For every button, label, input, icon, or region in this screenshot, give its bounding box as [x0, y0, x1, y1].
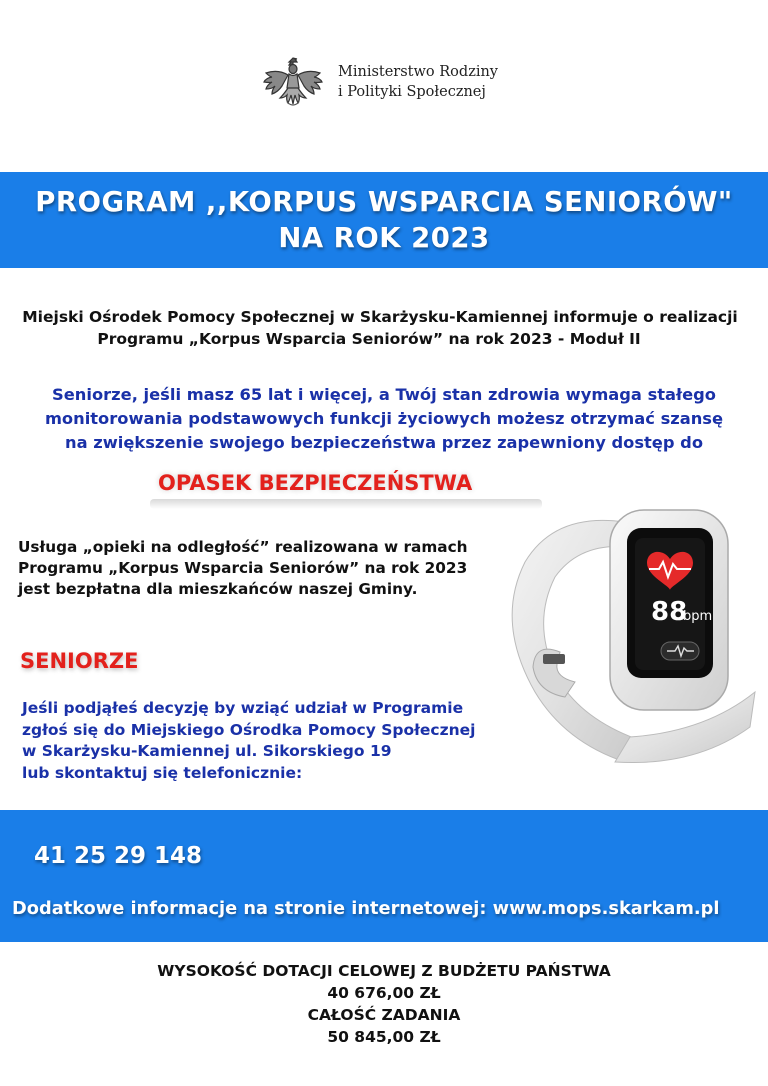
ministry-header: [262, 52, 522, 112]
watch-bpm-unit: bpm: [683, 609, 713, 624]
contact-line-1: Jeśli podjąłeś decyzję by wziąć udział w Programie: [22, 699, 464, 717]
smartwatch-image: [465, 492, 765, 782]
ministry-name: [338, 62, 498, 102]
title-line-1: PROGRAM ,,KORPUS WSPARCIA SENIORÓW": [35, 186, 733, 218]
title-line-2: NA ROK 2023: [278, 222, 490, 254]
watch-bpm-value: 88: [651, 597, 688, 627]
seniors-message-line-2: monitorowania podstawowych funkcji życiowych możesz otrzymać szansę: [44, 409, 724, 428]
contact-banner: [0, 810, 768, 942]
website-info: Dodatkowe informacje na stronie internetowej: www.mops.skarkam.pl: [12, 898, 720, 919]
funding-line-3: CAŁOŚĆ ZADANIA: [307, 1006, 461, 1024]
funding-line-1: WYSOKOŚĆ DOTACJI CELOWEJ Z BUDŻETU PAŃSTWA: [157, 962, 611, 980]
service-line-2: Programu „Korpus Wsparcia Seniorów” na rok 2023: [18, 559, 468, 577]
intro-line-2: Programu „Korpus Wsparcia Seniorów” na rok 2023 - Moduł II: [97, 330, 641, 348]
intro-line-1: Miejski Ośrodek Pomocy Społecznej w Skarżysku-Kamiennej informuje o realizacji: [22, 308, 738, 326]
title-banner: [0, 172, 768, 268]
contact-line-2: zgłoś się do Miejskiego Ośrodka Pomocy Społecznej: [22, 720, 476, 739]
seniorze-heading: SENIORZE: [20, 649, 139, 673]
intro-paragraph: [0, 306, 768, 350]
phone-number: 41 25 29 148: [34, 843, 203, 869]
safety-band-heading: OPASEK BEZPIECZEŃSTWA: [158, 471, 473, 495]
service-line-3: jest bezpłatna dla mieszkańców naszej Gminy.: [18, 580, 418, 598]
contact-line-4: lub skontaktuj się telefonicznie:: [22, 763, 303, 782]
contact-paragraph: [22, 698, 502, 784]
seniors-message: [0, 383, 768, 455]
seniors-message-line-1: Seniorze, jeśli masz 65 lat i więcej, a Twój stan zdrowia wymaga stałego: [52, 385, 716, 404]
seniors-message-line-3: na zwiększenie swojego bezpieczeństwa przez zapewniony dostęp do: [64, 433, 704, 452]
contact-line-3: w Skarżysku-Kamiennej ul. Sikorskiego 19: [22, 742, 392, 760]
funding-line-4: 50 845,00 ZŁ: [327, 1028, 441, 1046]
ministry-name-line-2: i Polityki Społecznej: [338, 84, 486, 100]
funding-line-2: 40 676,00 ZŁ: [327, 984, 441, 1002]
eagle-emblem-icon: [262, 52, 324, 112]
funding-info: [0, 960, 768, 1048]
ministry-name-line-1: Ministerstwo Rodziny: [338, 64, 498, 80]
service-paragraph: [18, 537, 488, 600]
service-line-1: Usługa „opieki na odległość” realizowana w ramach: [18, 538, 468, 556]
